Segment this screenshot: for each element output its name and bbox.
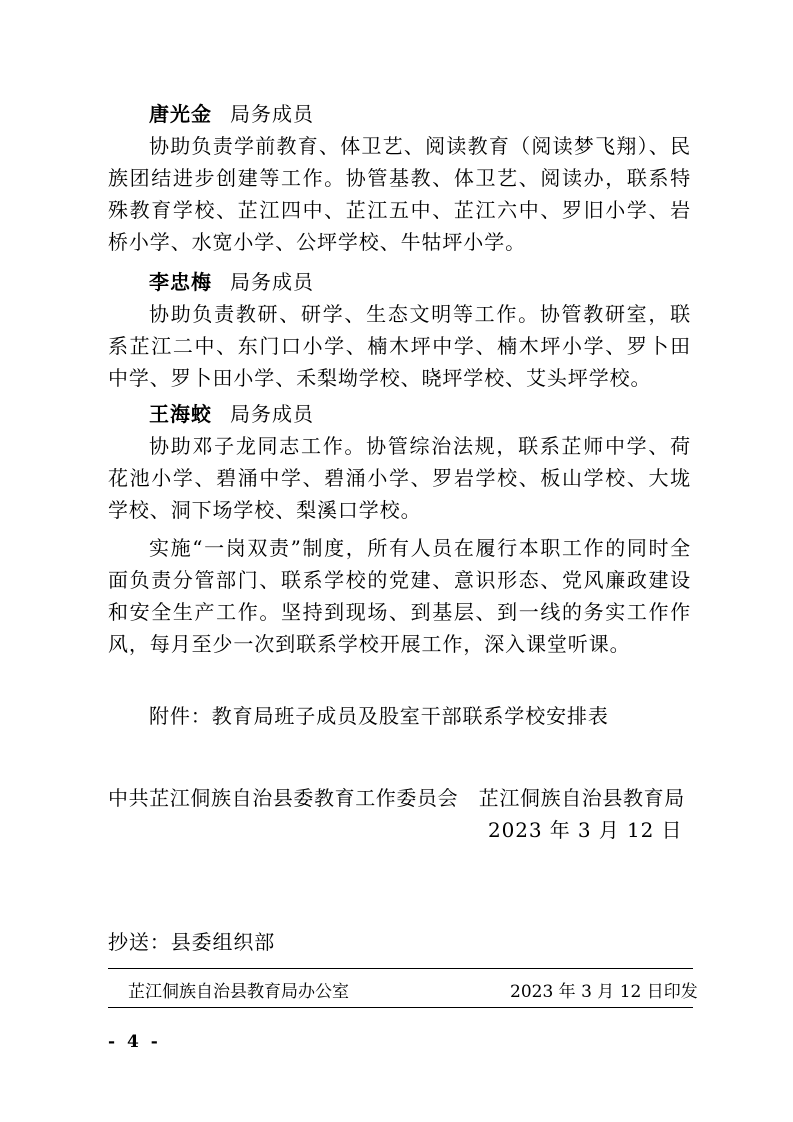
footer-bottom-rule xyxy=(108,1007,693,1008)
member-name: 王海蛟 xyxy=(149,402,212,426)
member-role: 局务成员 xyxy=(230,270,314,294)
footer-print-date: 2023 年 3 月 12 日印发 xyxy=(510,982,698,1002)
member-duty-1: 协助负责学前教育、体卫艺、阅读教育（阅读梦飞翔）、民族团结进步创建等工作。协管基教、体卫艺、阅读办，联系特殊教育学校、芷江四中、芷江五中、芷江六中、罗旧小学、岩桥小学、水宽小学、公坪学校、牛牯坪小学。 xyxy=(108,134,691,254)
member-duty-3: 协助邓子龙同志工作。协管综治法规，联系芷师中学、荷花池小学、碧涌中学、碧涌小学、罗岩学校、板山学校、大垅学校、洞下场学校、梨溪口学校。 xyxy=(108,434,691,522)
member-name: 李忠梅 xyxy=(149,270,212,294)
member-heading-2 xyxy=(149,266,314,298)
member-heading-3 xyxy=(149,398,314,430)
issuing-organizations: 中共芷江侗族自治县委教育工作委员会 芷江侗族自治县教育局 xyxy=(108,786,685,810)
member-name: 唐光金 xyxy=(149,102,212,126)
cc-line: 抄送：县委组织部 xyxy=(108,930,276,954)
member-heading-1 xyxy=(149,98,314,130)
member-role: 局务成员 xyxy=(230,102,314,126)
closing-paragraph: 实施“一岗双责”制度，所有人员在履行本职工作的同时全面负责分管部门、联系学校的党建、意识形态、党风廉政建设和安全生产工作。坚持到现场、到基层、到一线的务实工作作风，每月至少一次到联系学校开展工作，深入课堂听课。 xyxy=(108,536,691,656)
footer-office: 芷江侗族自治县教育局办公室 xyxy=(128,982,349,1002)
member-role: 局务成员 xyxy=(230,402,314,426)
attachment-note: 附件：教育局班子成员及股室干部联系学校安排表 xyxy=(149,704,609,728)
issue-date: 2023 年 3 月 12 日 xyxy=(488,818,683,842)
member-duty-2: 协助负责教研、研学、生态文明等工作。协管教研室，联系芷江二中、东门口小学、楠木坪中学、楠木坪小学、罗卜田中学、罗卜田小学、禾梨坳学校、晓坪学校、艾头坪学校。 xyxy=(108,302,691,390)
page-number: - 4 - xyxy=(108,1032,161,1052)
footer-top-rule xyxy=(108,968,693,969)
